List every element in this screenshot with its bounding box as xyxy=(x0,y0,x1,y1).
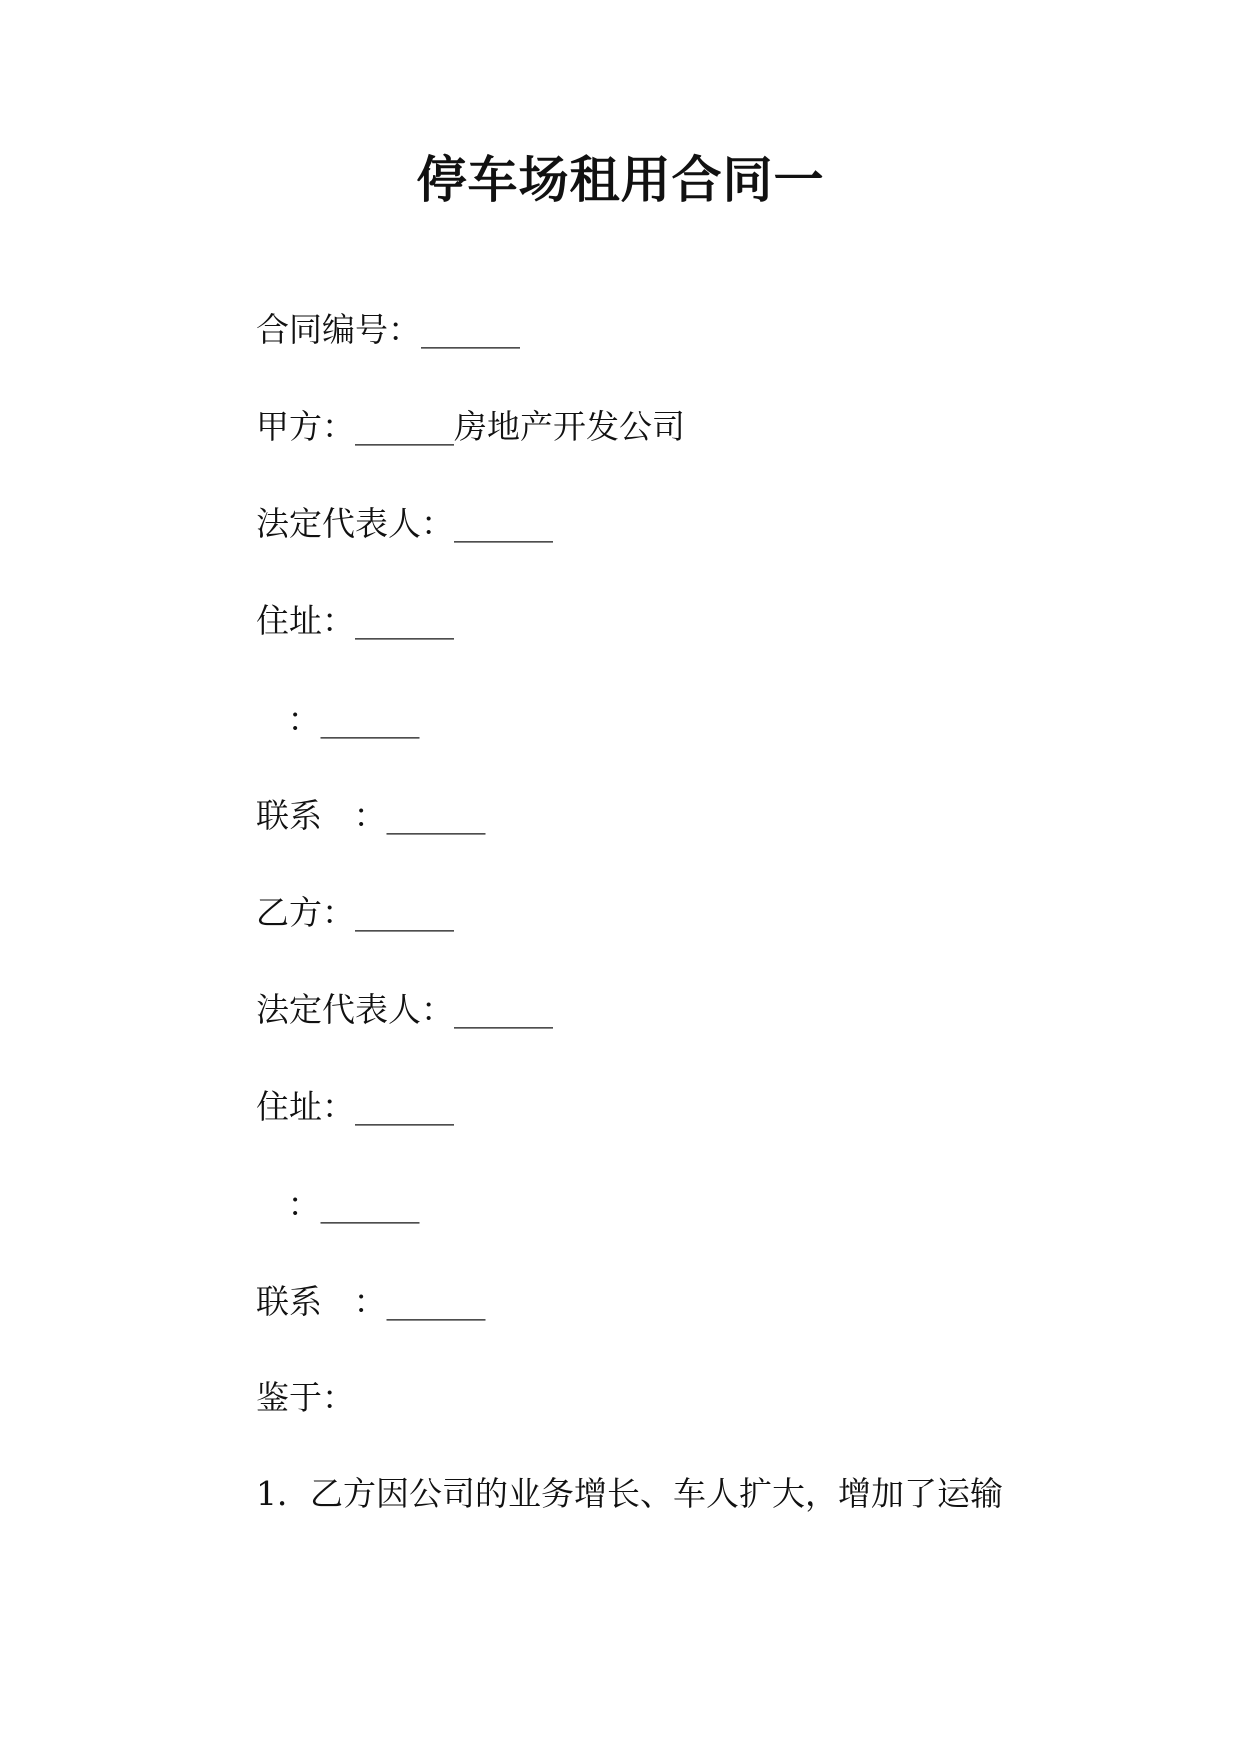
party-a-line: 甲方：______房地产开发公司 xyxy=(256,407,685,446)
party-b-legal-representative-line: 法定代表人：______ xyxy=(256,990,553,1029)
whereas-heading: 鉴于： xyxy=(256,1378,355,1417)
party-b-contact-line: 联系 ：______ xyxy=(256,1282,486,1321)
party-a-contact-line: 联系 ：______ xyxy=(256,796,486,835)
party-b-address-line: 住址：______ xyxy=(256,1087,454,1126)
party-b-blank-field-line: ：______ xyxy=(256,1185,420,1224)
party-b-line: 乙方：______ xyxy=(256,893,454,932)
document-title: 停车场租用合同一 xyxy=(416,150,825,209)
clause-1-text: 1．乙方因公司的业务增长、车人扩大，增加了运输 xyxy=(256,1474,1003,1513)
party-a-address-line: 住址：______ xyxy=(256,601,454,640)
party-a-blank-field-line: ：______ xyxy=(256,700,420,739)
party-a-legal-representative-line: 法定代表人：______ xyxy=(256,504,553,543)
contract-number-line: 合同编号：______ xyxy=(256,310,520,349)
